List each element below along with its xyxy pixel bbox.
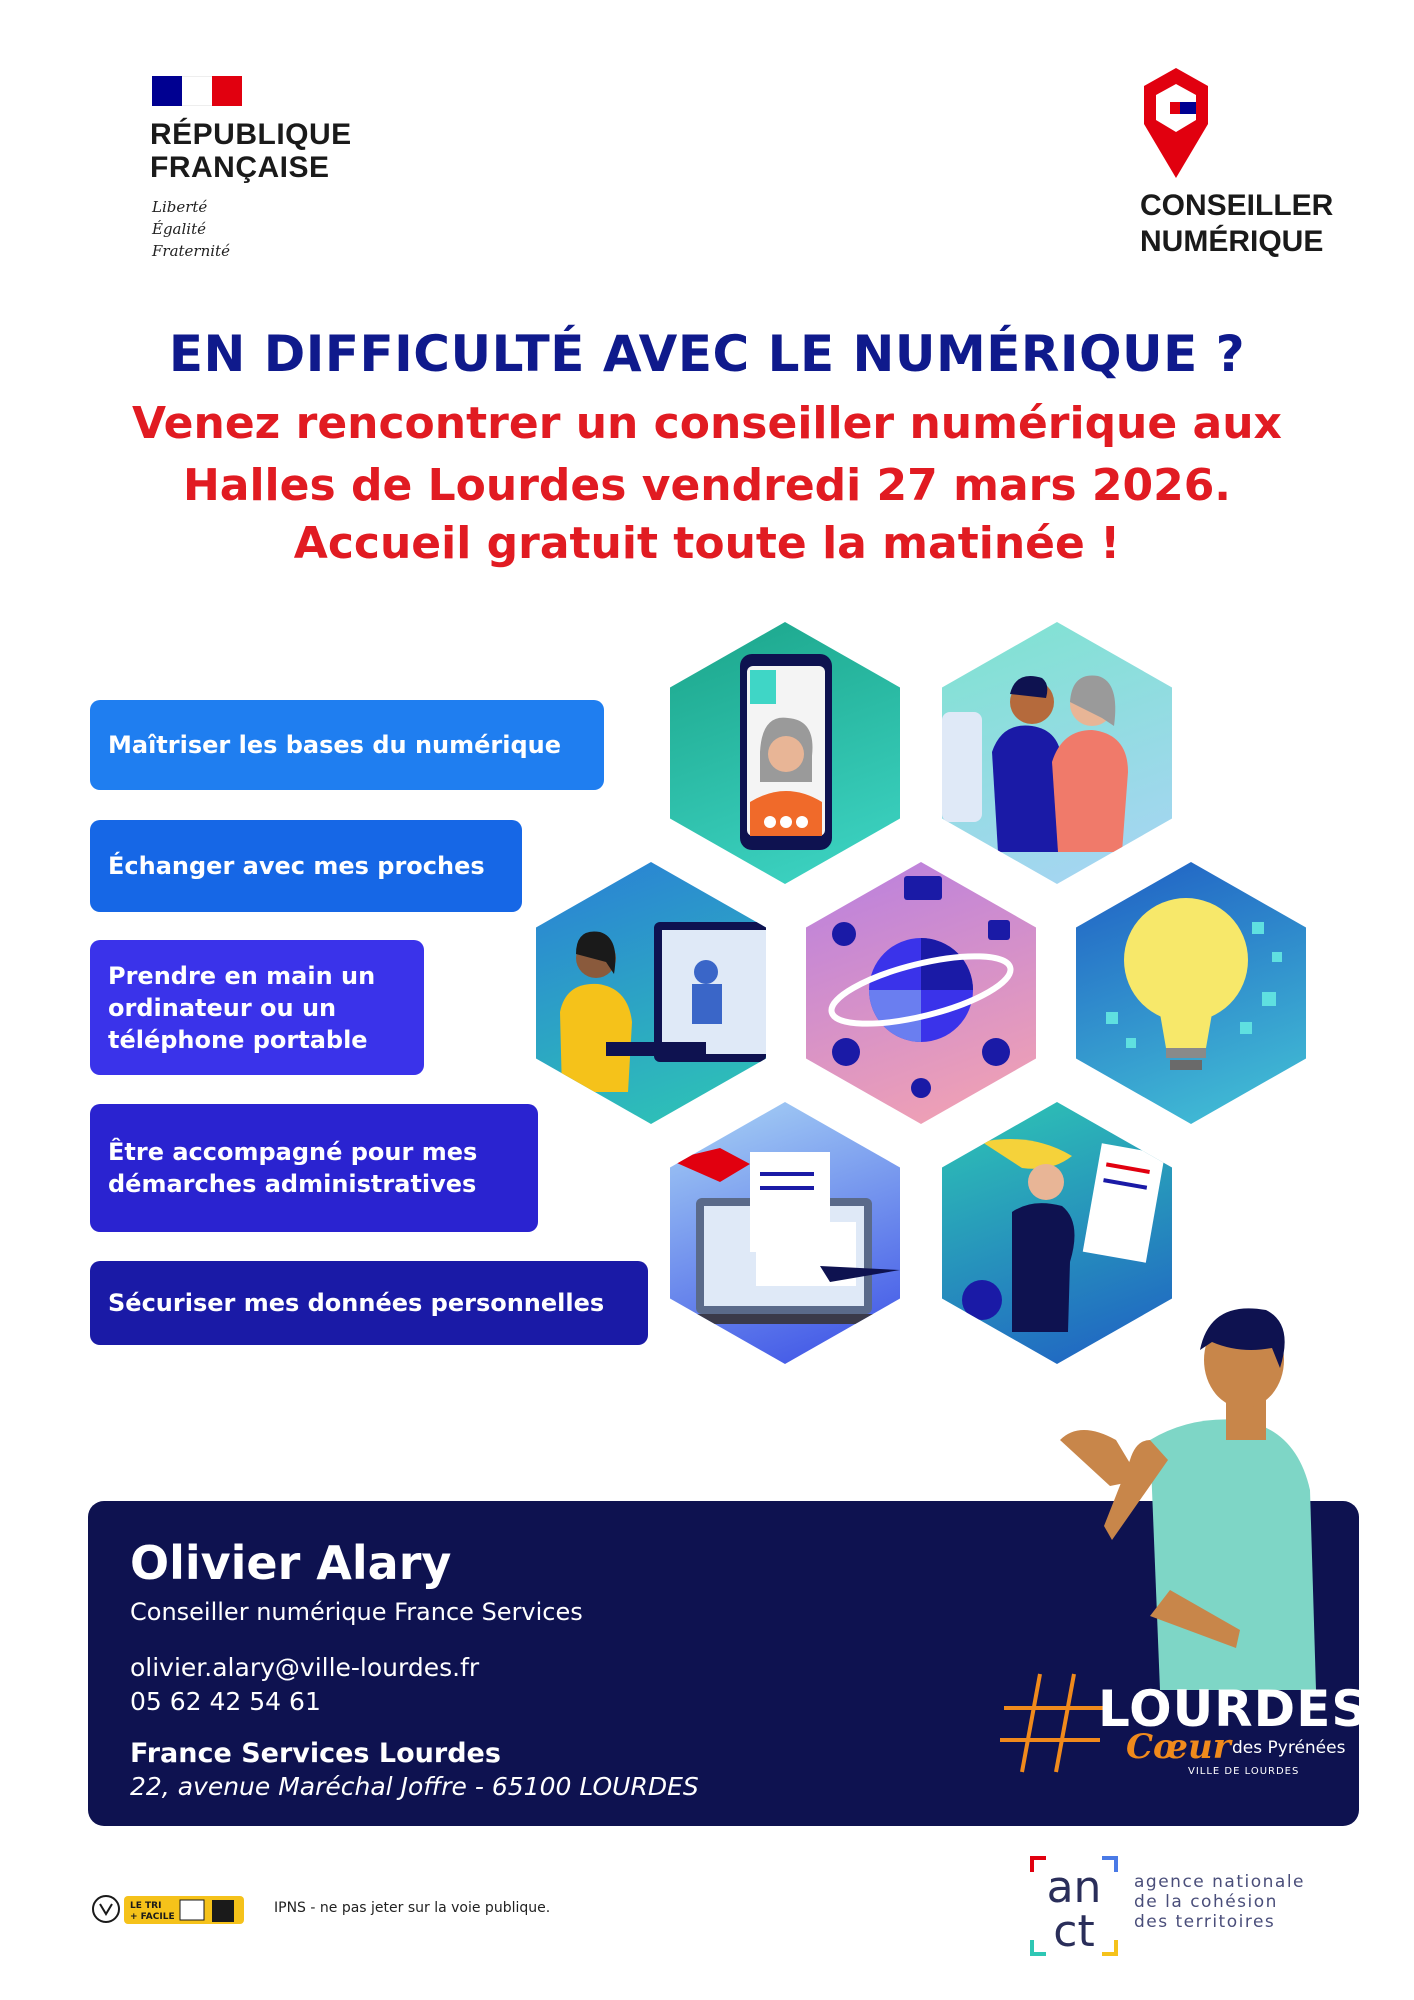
tri-logo-line2: + FACILE xyxy=(130,1912,175,1922)
motto-liberte: Liberté xyxy=(152,198,208,216)
service-label: Prendre en main un xyxy=(108,961,376,990)
anct-name xyxy=(1134,1872,1305,1932)
page-headline: EN DIFFICULTÉ AVEC LE NUMÉRIQUE ? xyxy=(168,325,1246,383)
service-label: ordinateur ou un xyxy=(108,993,337,1022)
lourdes-logo-ville: VILLE DE LOURDES xyxy=(1188,1766,1300,1777)
republique-name xyxy=(150,118,352,184)
lourdes-logo-coeur: Cœur xyxy=(1126,1727,1231,1767)
subheadline-line3: Accueil gratuit toute la matinée ! xyxy=(293,518,1121,569)
subheadline-line2: Halles de Lourdes vendredi 27 mars 2026. xyxy=(182,460,1232,511)
contact-email[interactable]: olivier.alary@ville-lourdes.fr xyxy=(130,1653,480,1682)
anct-mark-top: an xyxy=(1046,1862,1102,1913)
service-pill-exchange xyxy=(90,820,522,912)
motto-egalite: Égalité xyxy=(152,220,206,238)
ipns-notice: IPNS - ne pas jeter sur la voie publique. xyxy=(274,1900,551,1916)
contact-place: France Services Lourdes xyxy=(130,1738,501,1769)
lourdes-hashtag-icon xyxy=(1000,1668,1110,1778)
conseiller-pin-icon xyxy=(1140,66,1212,180)
contact-phone[interactable]: 05 62 42 54 61 xyxy=(130,1687,321,1716)
service-label: démarches administratives xyxy=(108,1170,477,1198)
tri-logo-line1: LE TRI xyxy=(130,1901,162,1911)
service-label: Maîtriser les bases du numérique xyxy=(108,731,561,759)
service-pill-security xyxy=(90,1261,648,1345)
lourdes-logo-word: LOURDES xyxy=(1098,1680,1369,1738)
anct-name-line3: des territoires xyxy=(1134,1912,1276,1932)
service-label: téléphone portable xyxy=(108,1025,368,1054)
contact-address: 22, avenue Maréchal Joffre - 65100 LOURDES xyxy=(130,1772,699,1801)
computer-user-illustration xyxy=(536,862,766,1124)
document-exchange-illustration xyxy=(670,1102,900,1364)
lightbulb-idea-illustration xyxy=(1076,862,1306,1124)
service-label: Être accompagné pour mes xyxy=(108,1138,478,1166)
conseiller-logo-text xyxy=(1140,188,1333,260)
contact-name: Olivier Alary xyxy=(130,1536,452,1590)
motto-fraternite: Fraternité xyxy=(152,242,230,260)
subheadline-line1: Venez rencontrer un conseiller numérique aux xyxy=(132,398,1282,449)
anct-name-line1: agence nationale xyxy=(1134,1872,1306,1892)
republique-name-line1: RÉPUBLIQUE xyxy=(150,118,352,151)
conseiller-logo-line2: NUMÉRIQUE xyxy=(1140,225,1324,258)
advisor-man-illustration xyxy=(1040,1290,1360,1730)
republique-flag xyxy=(152,76,242,106)
service-label: Sécuriser mes données personnelles xyxy=(108,1289,605,1317)
republique-name-line2: FRANÇAISE xyxy=(150,151,330,184)
anct-name-line2: de la cohésion xyxy=(1134,1892,1278,1912)
internet-globe-illustration xyxy=(806,862,1036,1124)
couple-illustration xyxy=(942,622,1172,884)
anct-mark-bottom: ct xyxy=(1053,1906,1095,1957)
lourdes-logo-pyrenees: des Pyrénées xyxy=(1232,1738,1346,1758)
conseiller-logo-line1: CONSEILLER xyxy=(1140,189,1334,222)
contact-role: Conseiller numérique France Services xyxy=(130,1598,583,1626)
republique-motto xyxy=(152,196,230,262)
anct-logo-icon xyxy=(1028,1852,1120,1960)
service-pill-admin xyxy=(90,1104,538,1232)
video-call-illustration xyxy=(670,622,900,884)
service-pill-basics xyxy=(90,700,604,790)
service-label: Échanger avec mes proches xyxy=(108,852,485,880)
tri-facile-logo xyxy=(92,1890,244,1928)
service-pill-devices xyxy=(90,940,424,1075)
